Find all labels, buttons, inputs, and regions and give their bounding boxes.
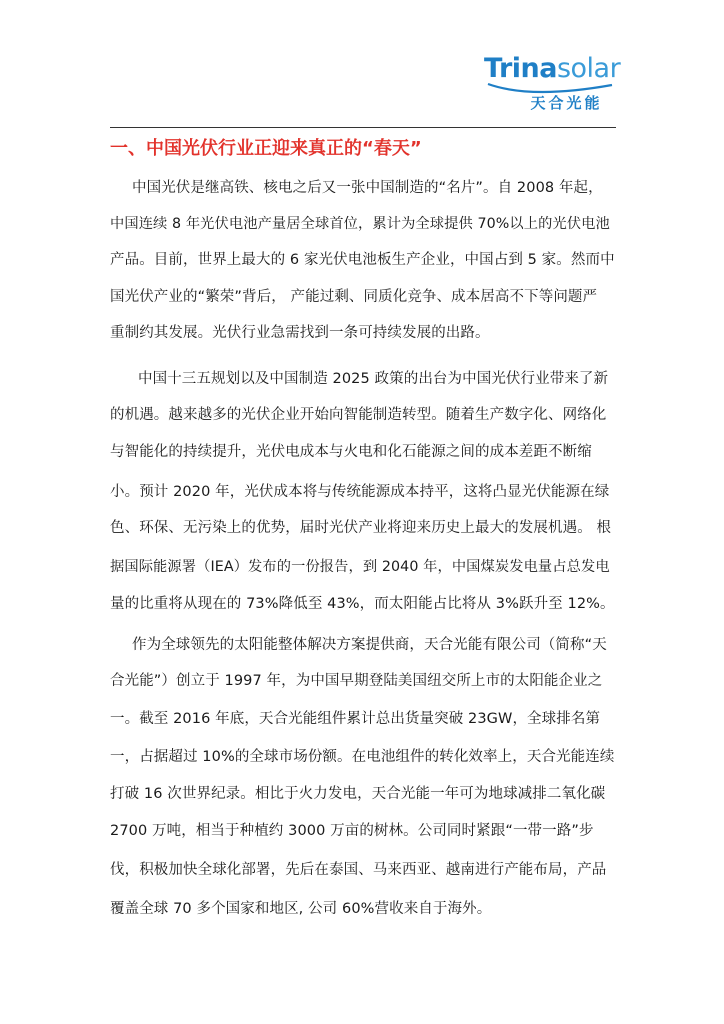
paragraph-3-line: 合光能”）创立于 1997 年，为中国早期登陆美国纽交所上市的太阳能企业之 (110, 673, 603, 689)
trinasolar-logo (484, 52, 621, 118)
header-divider (110, 127, 616, 128)
paragraph-3-line: 作为全球领先的太阳能整体解决方案提供商，天合光能有限公司（简称“天 (132, 637, 607, 653)
paragraph-1-line: 中国光伏是继高铁、核电之后又一张中国制造的“名片”。自 2008 年起， (132, 180, 603, 196)
paragraph-2-line: 量的比重将从现在的 73%降低至 43%，而太阳能占比将从 3%跃升至 12%。 (110, 596, 615, 612)
paragraph-3-line: 一。截至 2016 年底，天合光能组件累计总出货量突破 23GW，全球排名第 (110, 711, 601, 727)
logo-brand-light: solar (556, 53, 621, 84)
logo-wordmark (484, 52, 620, 86)
logo-brand-bold: Trina (484, 53, 557, 84)
paragraph-2-line: 与智能化的持续提升，光伏电成本与火电和化石能源之间的成本差距不断缩 (110, 444, 592, 460)
paragraph-3-line: 2700 万吨，相当于种植约 3000 万亩的树林。公司同时紧跟“一带一路”步 (110, 823, 594, 839)
paragraph-1-line: 国光伏产业的“繁荣”背后， 产能过剩、同质化竞争、成本居高不下等问题严 (110, 289, 598, 305)
section-heading: 一、中国光伏行业正迎来真正的“春天” (110, 138, 422, 159)
paragraph-3-line: 一，占据超过 10%的全球市场份额。在电池组件的转化效率上，天合光能连续 (110, 749, 615, 765)
paragraph-2-line: 的机遇。越来越多的光伏企业开始向智能制造转型。随着生产数字化、网络化 (110, 407, 607, 423)
paragraph-2-line: 中国十三五规划以及中国制造 2025 政策的出台为中国光伏行业带来了新 (138, 371, 609, 387)
paragraph-2-line: 小。预计 2020 年，光伏成本将与传统能源成本持平，这将凸显光伏能源在绿 (110, 484, 610, 500)
paragraph-1-line: 重制约其发展。光伏行业急需找到一条可持续发展的出路。 (110, 325, 490, 341)
paragraph-3-line: 打破 16 次世界纪录。相比于火力发电，天合光能一年可为地球减排二氧化碳 (110, 786, 606, 802)
paragraph-2-line: 色、环保、无污染上的优势，届时光伏产业将迎来历史上最大的发展机遇。 根 (110, 520, 612, 536)
paragraph-3-line: 覆盖全球 70 多个国家和地区, 公司 60%营收来自于海外。 (110, 901, 492, 917)
paragraph-1-line: 中国连续 8 年光伏电池产量居全球首位，累计为全球提供 70%以上的光伏电池 (110, 216, 610, 232)
paragraph-1-line: 产品。目前，世界上最大的 6 家光伏电池板生产企业，中国占到 5 家。然而中 (110, 252, 615, 268)
paragraph-2-line: 据国际能源署（IEA）发布的一份报告，到 2040 年，中国煤炭发电量占总发电 (110, 559, 610, 575)
logo-chinese-name: 天合光能 (530, 94, 603, 112)
paragraph-3-line: 伐，积极加快全球化部署，先后在泰国、马来西亚、越南进行产能布局，产品 (110, 862, 607, 878)
